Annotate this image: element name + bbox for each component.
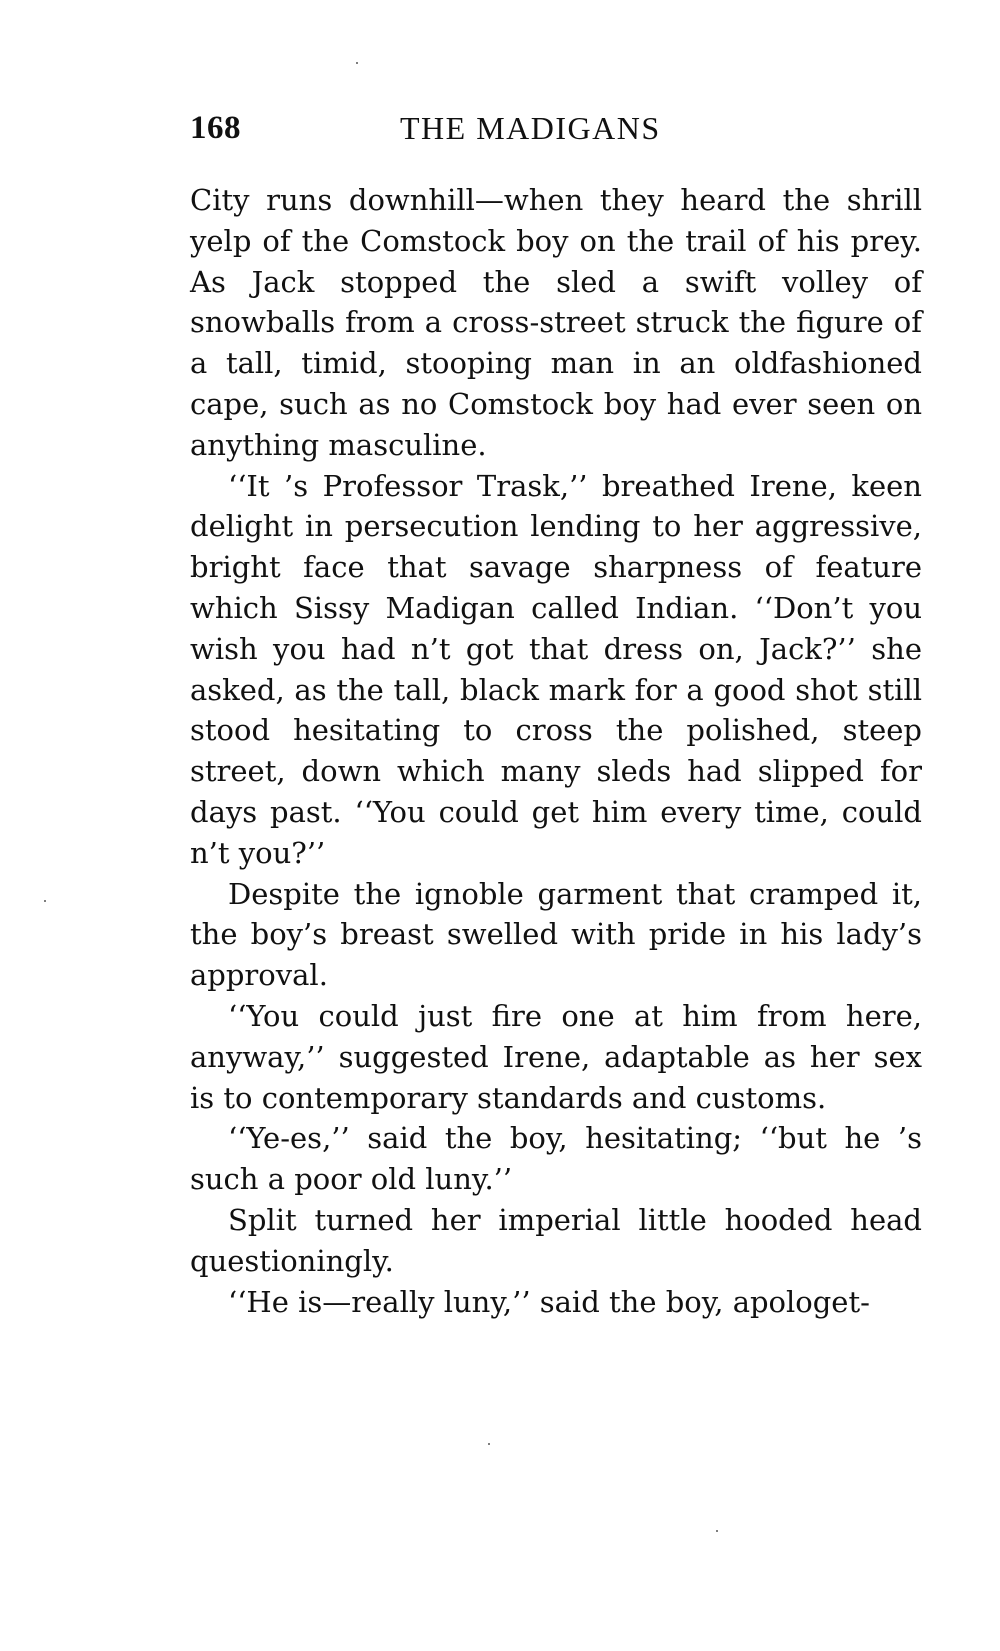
paragraph: City runs downhill—when they heard the shrill yelp of the Comstock boy on the trail of his prey. As Jack stopped the sled a swift volley of snowballs from a cross-street struck the figure of a tall, timid, stooping man in an oldfashioned cape, such as no Comstock boy had ever seen on anything masculine. — [190, 183, 922, 462]
scan-speck — [44, 900, 46, 902]
paragraph: Despite the ignoble garment that cramped it, the boy’s breast swelled with pride in his lady’s approval. — [190, 876, 922, 993]
paragraph: ‘‘You could just fire one at him from here, anyway,’’ suggested Irene, adaptable as her sex is to contemporary standards and customs. — [190, 998, 922, 1115]
page-header — [190, 108, 920, 156]
paragraph: ‘‘He is—really luny,’’ said the boy, apologet- — [228, 1284, 870, 1319]
page-number: 168 — [190, 110, 241, 146]
paragraph: ‘‘It ’s Professor Trask,’’ breathed Irene, keen delight in persecution lending to her aggressive, bright face that savage sharpness of feature which Sissy Madigan called Indian. ‘‘Don’t you wish you had n’t got that dress on, Jack?’’ she asked, as the tall, black mark for a good shot still stood hesitating to cross the polished, steep street, down which many sleds had slipped for days past. ‘‘You could get him every time, could n’t you?’’ — [190, 468, 922, 870]
body-text — [190, 180, 922, 1322]
paragraph: ‘‘Ye-es,’’ said the boy, hesitating; ‘‘but he ’s such a poor old luny.’’ — [190, 1121, 922, 1197]
running-title: THE MADIGANS — [400, 110, 661, 146]
paragraph: Split turned her imperial little hooded head questioningly. — [190, 1202, 922, 1278]
scan-speck — [356, 62, 358, 64]
scan-speck — [716, 1530, 718, 1532]
scan-speck — [488, 1443, 490, 1445]
